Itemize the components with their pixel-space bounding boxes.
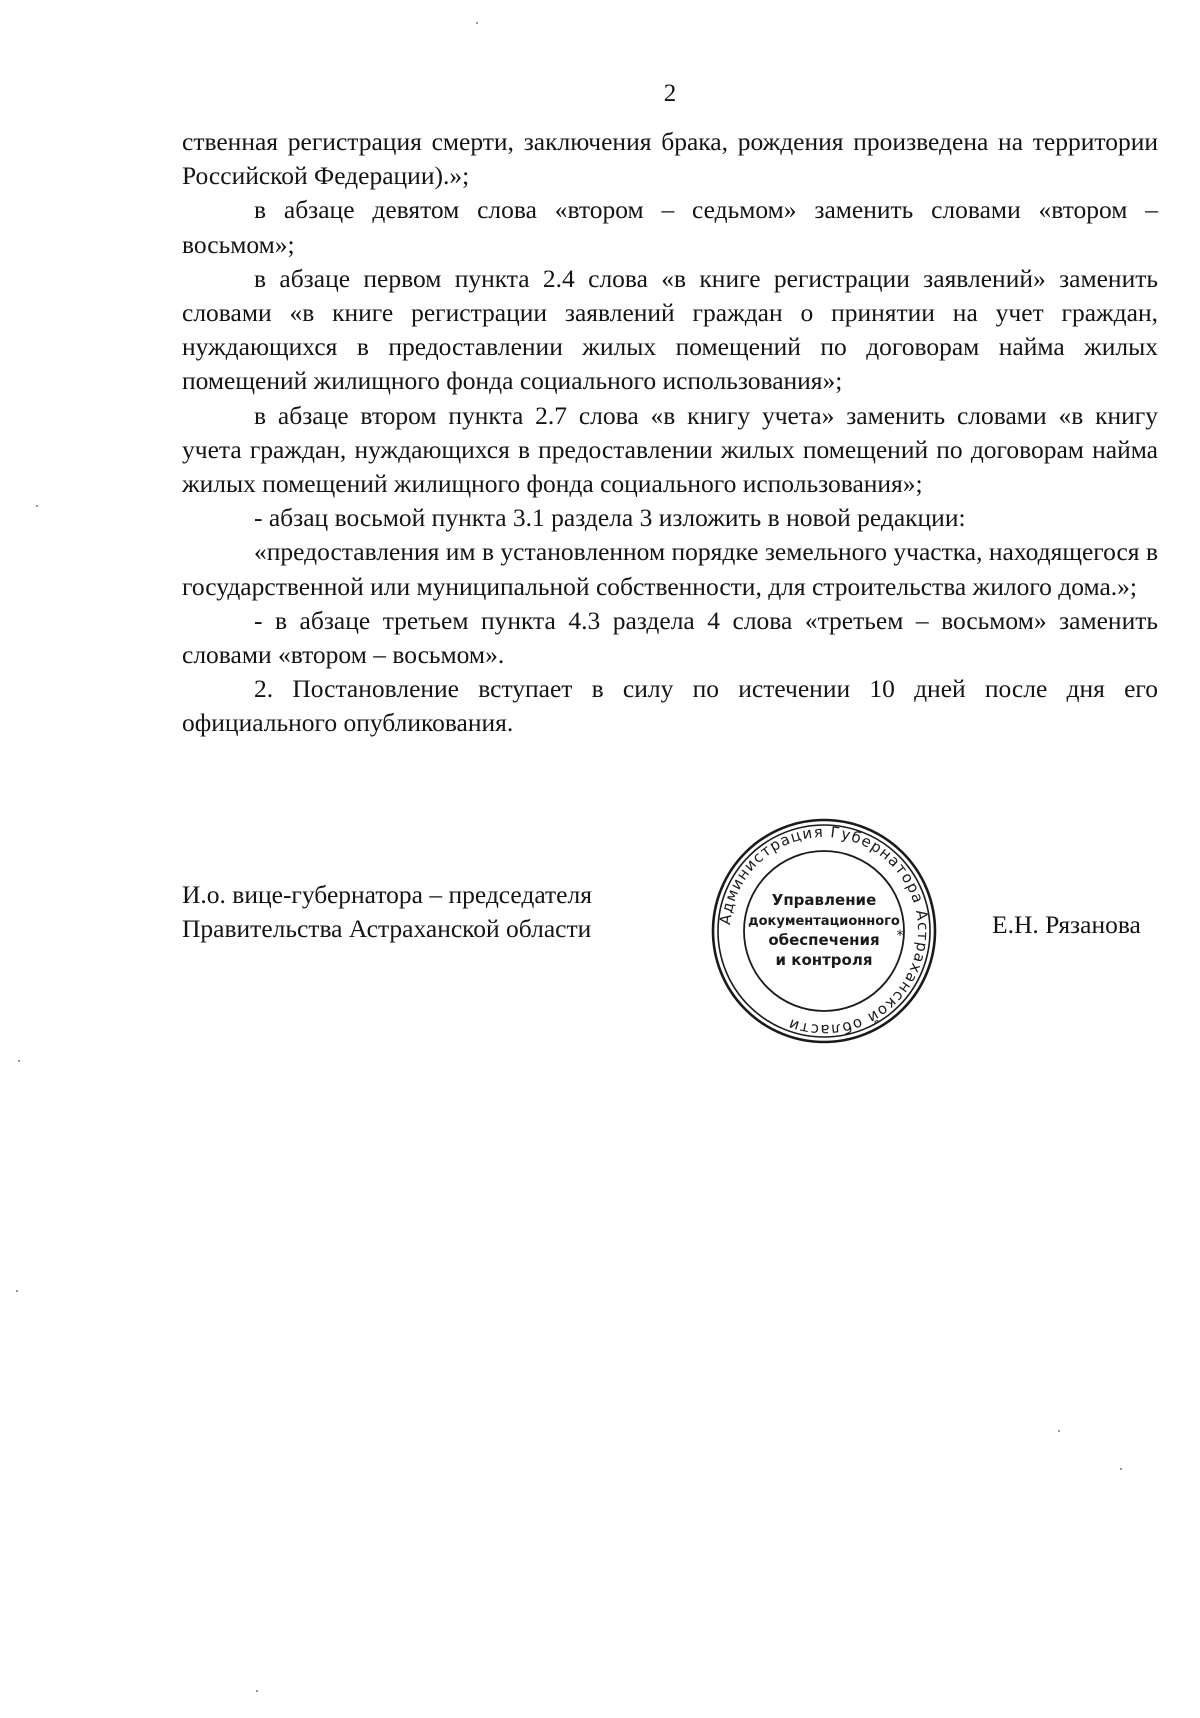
page-number: 2 [663,80,677,107]
signature-position [182,878,592,946]
signature-position-line-1: И.о. вице-губернатора – председателя [182,880,592,909]
paragraph-amendment-3: в абзаце втором пункта 2.7 слова «в книгу учета» заменить словами «в книгу учета граждан, нуждающихся в предоставлении жилых помещений по договорам найма жилых помещений жилищного фонда социального использования»; [182,400,1158,499]
paragraph-amendment-6: - в абзаце третьем пункта 4.3 раздела 4 слова «третьем – восьмом» заменить словами «втором – восьмом». [182,605,1158,670]
stamp-line-1: Управление [771,891,877,909]
stamp-line-4: и контроля [775,951,873,969]
document-body [182,125,1158,741]
svg-text:*: * [896,928,904,944]
paragraph-amendment-5: «предоставления им в установленном порядке земельного участка, находящегося в государственной или муниципальной собственности, для строительства жилого дома.»; [182,537,1158,601]
scan-speck [1058,1430,1060,1432]
scan-speck [36,505,38,507]
scan-speck [18,1060,20,1062]
scan-speck [16,1290,18,1292]
signature-position-line-2: Правительства Астраханской области [182,914,592,943]
paragraph-amendment-1: в абзаце девятом слова «втором – седьмом» заменить словами «втором – восьмом»; [182,195,1158,259]
scan-speck [256,1690,258,1692]
stamp-ring-text: Администрация Губернатора Астраханской области [716,822,933,1040]
scan-speck [476,22,478,24]
stamp-line-3: обеспечения [768,931,880,949]
signer-name: Е.Н. Рязанова [992,910,1141,939]
paragraph-amendment-4: - абзац восьмой пункта 3.1 раздела 3 изложить в новой редакции: [254,503,966,533]
scan-speck [1120,1468,1122,1470]
official-stamp [710,817,938,1045]
stamp-line-2: документационного [748,914,900,929]
paragraph-effective-date: 2. Постановление вступает в силу по истечении 10 дней после дня его официального опубликования. [182,674,1158,738]
paragraph-continuation: ственная регистрация смерти, заключения брака, рождения произведена на территории Российской Федерации).»; [182,127,1158,191]
paragraph-amendment-2: в абзаце первом пункта 2.4 слова «в книге регистрации заявлений» заменить словами «в книге регистрации заявлений граждан о принятии на учет граждан, нуждающихся в предоставлении жилых помещений по договорам найма жилых помещений жилищного фонда социального использования»; [182,263,1158,396]
